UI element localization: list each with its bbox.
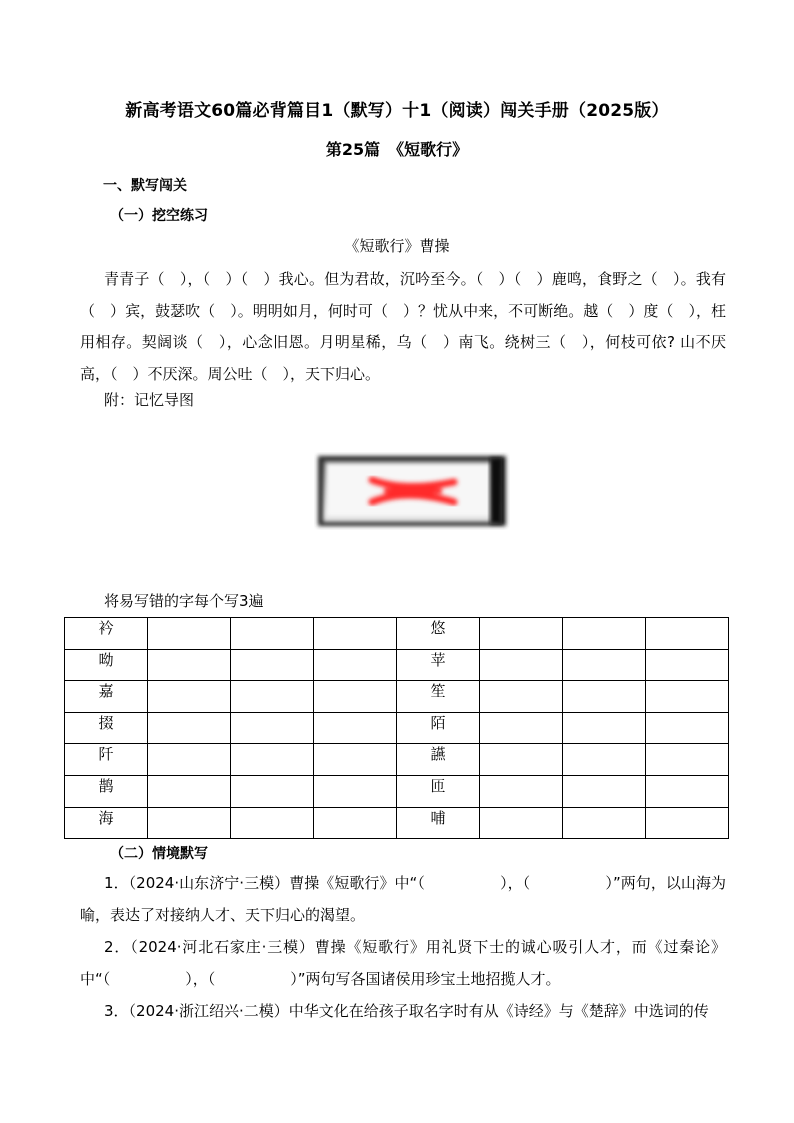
question-3: 3．（2024·浙江绍兴·二模）中华文化在给孩子取名字时有从《诗经》与《楚辞》中选词的传: [104, 1002, 709, 1020]
practice-cell[interactable]: [148, 681, 231, 713]
broken-image-red-x-icon: [314, 452, 510, 530]
character-practice-table: [64, 617, 729, 839]
practice-char-right: 陌: [397, 712, 480, 744]
subsection-heading-fill-blank: （一）挖空练习: [110, 208, 208, 224]
practice-cell[interactable]: [646, 744, 729, 776]
practice-cell[interactable]: [231, 681, 314, 713]
practice-cell[interactable]: [231, 649, 314, 681]
practice-cell[interactable]: [314, 807, 397, 839]
question-1: 1．（2024·山东济宁·三模）曹操《短歌行》中“（ ），（ ）”两句，以山海为喻，表达了对接纳人才、天下归心的渴望。: [80, 874, 726, 924]
practice-cell[interactable]: [480, 744, 563, 776]
practice-cell[interactable]: [480, 807, 563, 839]
practice-char-left: 海: [65, 807, 148, 839]
practice-cell[interactable]: [231, 775, 314, 807]
practice-cell[interactable]: [148, 712, 231, 744]
practice-char-right: 苹: [397, 649, 480, 681]
subsection-heading-context-dictation: （二）情境默写: [110, 846, 208, 862]
practice-char-left: 呦: [65, 649, 148, 681]
practice-cell[interactable]: [314, 618, 397, 650]
practice-char-right: 悠: [397, 618, 480, 650]
practice-cell[interactable]: [314, 712, 397, 744]
table-row: [65, 618, 729, 650]
practice-cell[interactable]: [314, 649, 397, 681]
practice-cell[interactable]: [646, 807, 729, 839]
practice-cell[interactable]: [480, 618, 563, 650]
section-heading-dictation: 一、默写闯关: [103, 178, 187, 194]
practice-cell[interactable]: [314, 744, 397, 776]
practice-cell[interactable]: [646, 775, 729, 807]
practice-cell[interactable]: [646, 681, 729, 713]
practice-cell[interactable]: [480, 775, 563, 807]
practice-cell[interactable]: [480, 712, 563, 744]
practice-cell[interactable]: [148, 744, 231, 776]
practice-char-right: 笙: [397, 681, 480, 713]
table-row: [65, 775, 729, 807]
practice-cell[interactable]: [231, 712, 314, 744]
practice-cell[interactable]: [231, 744, 314, 776]
practice-cell[interactable]: [563, 712, 646, 744]
question-2: 2．（2024·河北石家庄·三模）曹操《短歌行》用礼贤下士的诚心吸引人才，而《过秦论》中“（ ），（ ）”两句写各国诸侯用珍宝土地招揽人才。: [80, 938, 726, 988]
practice-char-left: 掇: [65, 712, 148, 744]
table-row: [65, 807, 729, 839]
practice-cell[interactable]: [314, 775, 397, 807]
practice-char-left: 鹊: [65, 775, 148, 807]
practice-cell[interactable]: [480, 649, 563, 681]
table-row: [65, 649, 729, 681]
poem-fill-in-text: 青青子（ ），（ ）（ ）我心。但为君故，沉吟至今。（ ）（ ）鹿鸣，食野之（ ）。我有（ ）宾，鼓瑟吹（ ）。明明如月，何时可（ ）？忧从中来，不可断绝。越（ ）度（ ），枉用相存。契阔谈（ ），心念旧恩。月明星稀，乌（ ）南飞。绕树三（ ），何枝可依? 山不厌高，（ ）不厌深。周公吐（ ），天下归心。: [80, 270, 726, 384]
practice-cell[interactable]: [231, 618, 314, 650]
table-row: [65, 712, 729, 744]
practice-instruction: 将易写错的字每个写3遍: [104, 592, 264, 610]
chapter-title: 第25篇 《短歌行》: [325, 140, 469, 159]
practice-cell[interactable]: [563, 807, 646, 839]
document-title: 新高考语文60篇必背篇目1（默写）十1（阅读）闯关手册（2025版）: [125, 101, 669, 121]
practice-cell[interactable]: [148, 807, 231, 839]
table-row: [65, 681, 729, 713]
poem-title: 《短歌行》曹操: [344, 237, 450, 255]
practice-char-right: 哺: [397, 807, 480, 839]
practice-cell[interactable]: [314, 681, 397, 713]
practice-cell[interactable]: [563, 649, 646, 681]
practice-cell[interactable]: [563, 681, 646, 713]
practice-char-left: 阡: [65, 744, 148, 776]
practice-cell[interactable]: [646, 618, 729, 650]
practice-cell[interactable]: [231, 807, 314, 839]
practice-cell[interactable]: [563, 744, 646, 776]
practice-char-right: 讌: [397, 744, 480, 776]
attachment-label: 附：记忆导图: [104, 391, 195, 409]
practice-cell[interactable]: [480, 681, 563, 713]
practice-char-right: 匝: [397, 775, 480, 807]
practice-cell[interactable]: [646, 712, 729, 744]
practice-char-left: 衿: [65, 618, 148, 650]
practice-cell[interactable]: [148, 618, 231, 650]
practice-cell[interactable]: [563, 775, 646, 807]
practice-cell[interactable]: [148, 649, 231, 681]
practice-cell[interactable]: [148, 775, 231, 807]
table-row: [65, 744, 729, 776]
practice-char-left: 嘉: [65, 681, 148, 713]
practice-cell[interactable]: [646, 649, 729, 681]
practice-cell[interactable]: [563, 618, 646, 650]
